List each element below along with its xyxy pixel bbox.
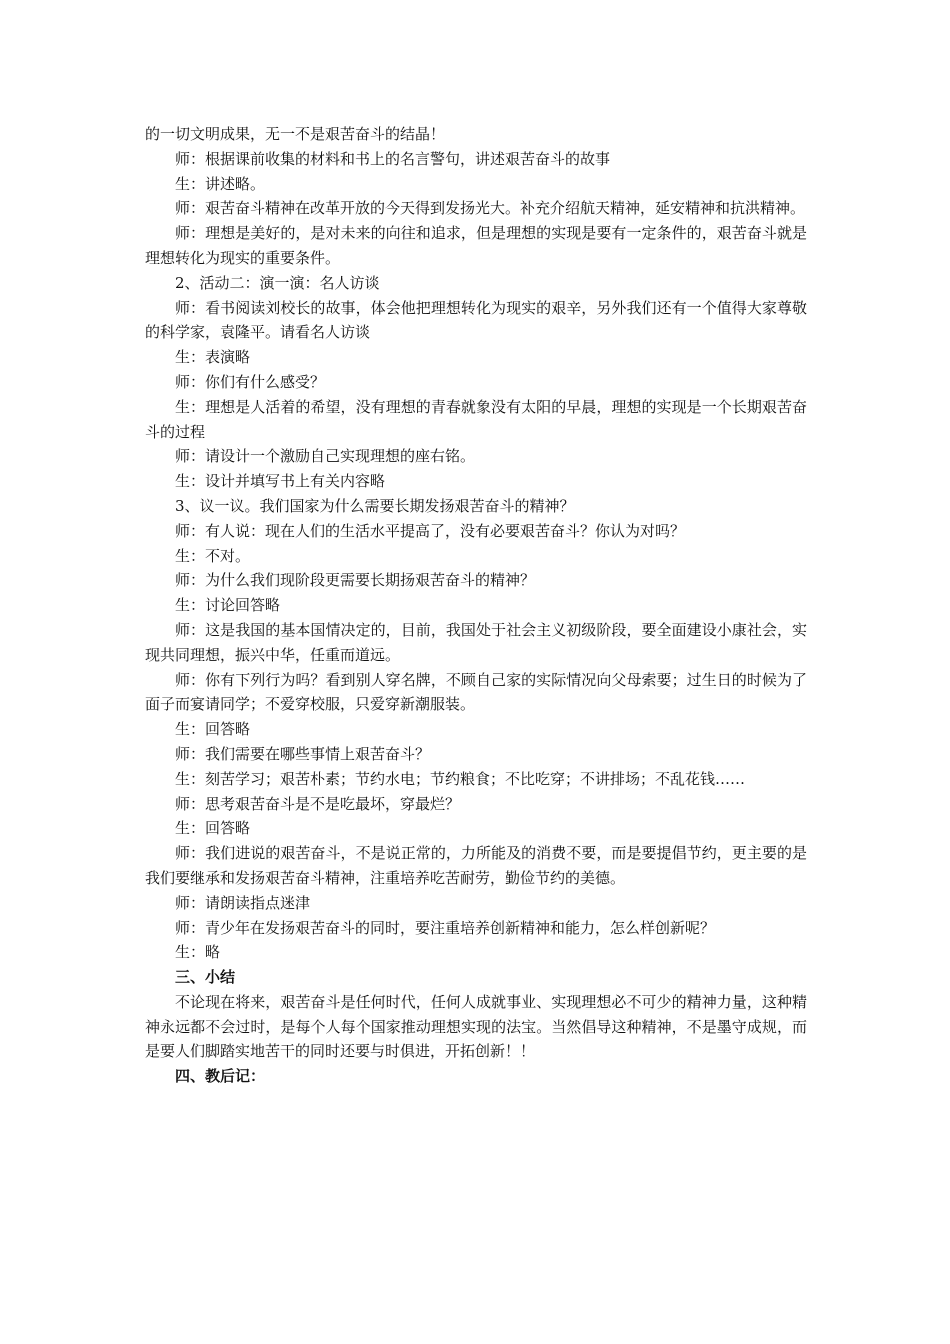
paragraph: 生：刻苦学习；艰苦朴素；节约水电；节约粮食；不比吃穿；不讲排场；不乱花钱…… [175,769,746,788]
paragraph: 师：青少年在发扬艰苦奋斗的同时，要注重培养创新精神和能力，怎么样创新呢？ [175,918,716,937]
paragraph: 师：思考艰苦奋斗是不是吃最坏，穿最烂？ [175,794,461,813]
section-heading: 四、教后记： [175,1067,266,1086]
paragraph: 师：为什么我们现阶段更需要长期扬艰苦奋斗的精神？ [175,571,536,590]
paragraph: 生：讲述略。 [175,174,266,193]
paragraph: 师：看书阅读刘校长的故事，体会他把理想转化为现实的艰辛，另外我们还有一个值得大家尊敬的科学家，袁隆平。请看名人访谈 [145,298,807,342]
paragraph: 师：有人说：现在人们的生活水平提高了，没有必要艰苦奋斗？你认为对吗？ [175,521,686,540]
paragraph: 师：艰苦奋斗精神在改革开放的今天得到发扬光大。补充介绍航天精神，延安精神和抗洪精神。 [175,199,806,218]
paragraph: 生：回答略 [175,720,251,739]
paragraph: 生：理想是人活着的希望，没有理想的青春就象没有太阳的早晨，理想的实现是一个长期艰苦奋斗的过程 [145,397,807,441]
paragraph: 不论现在将来，艰苦奋斗是任何时代，任何人成就事业、实现理想必不可少的精神力量，这种精神永远都不会过时，是每个人每个国家推动理想实现的法宝。当然倡导这种精神，不是墨守成规，而是要人们脚踏实地苦干的同时还要与时俱进，开拓创新！！ [145,992,807,1061]
paragraph: 师：你们有什么感受？ [175,372,326,391]
document-body [145,122,807,1089]
paragraph: 生：略 [175,943,221,962]
paragraph: 师：你有下列行为吗？看到别人穿名牌，不顾自己家的实际情况向父母索要；过生日的时候为了面子而宴请同学；不爱穿校服，只爱穿新潮服装。 [145,670,807,714]
paragraph: 的一切文明成果，无一不是艰苦奋斗的结晶！ [145,125,446,143]
paragraph: 师：理想是美好的，是对未来的向往和追求，但是理想的实现是要有一定条件的，艰苦奋斗就是理想转化为现实的重要条件。 [145,224,807,267]
paragraph: 2、活动二：演一演：名人访谈 [175,273,380,292]
paragraph: 师：请设计一个激励自己实现理想的座右铭。 [175,447,476,466]
paragraph: 生：不对。 [175,546,251,565]
paragraph: 师：根据课前收集的材料和书上的名言警句，讲述艰苦奋斗的故事 [175,149,611,168]
paragraph: 生：表演略 [175,348,251,367]
paragraph: 生：回答略 [175,819,251,838]
paragraph: 生：设计并填写书上有关内容略 [175,472,386,491]
paragraph: 生：讨论回答略 [175,596,281,615]
paragraph: 师：我们进说的艰苦奋斗，不是说正常的，力所能及的消费不要，而是要提倡节约，更主要的是我们要继承和发扬艰苦奋斗精神，注重培养吃苦耐劳，勤俭节约的美德。 [145,844,807,887]
paragraph: 3、议一议。我们国家为什么需要长期发扬艰苦奋斗的精神？ [175,496,575,515]
paragraph: 师：这是我国的基本国情决定的，目前，我国处于社会主义初级阶段，要全面建设小康社会，实现共同理想，振兴中华，任重而道远。 [145,620,807,664]
paragraph: 师：我们需要在哪些事情上艰苦奋斗？ [175,744,431,763]
section-heading: 三、小结 [175,968,236,987]
paragraph: 师：请朗读指点迷津 [175,893,311,912]
